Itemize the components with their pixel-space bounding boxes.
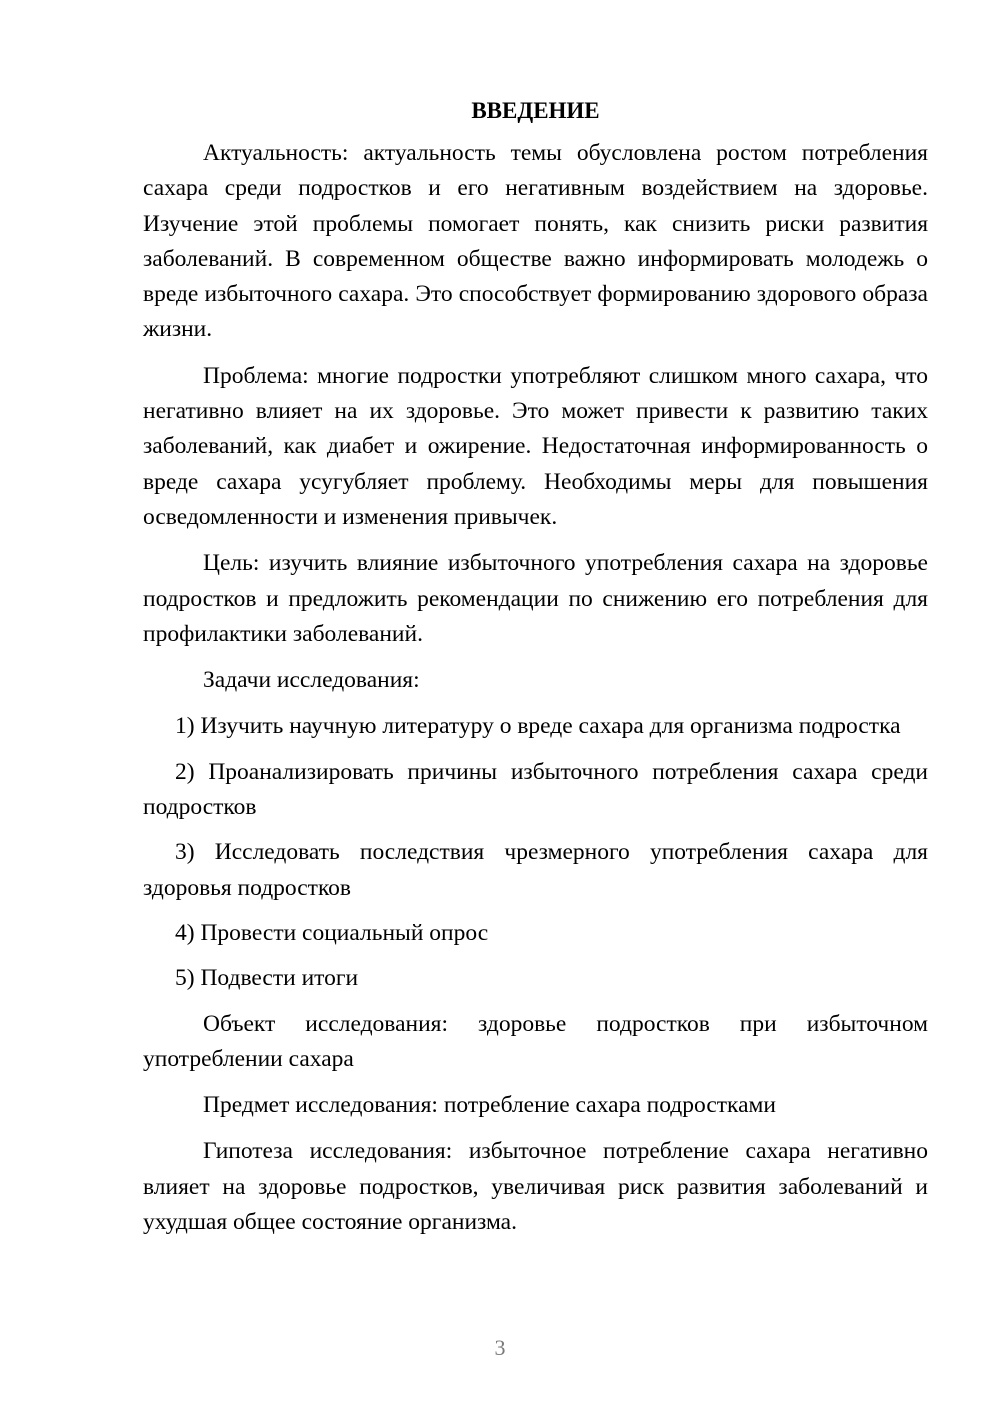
subject-paragraph: Предмет исследования: потребление сахара подростками — [203, 1092, 776, 1119]
goal-paragraph: Цель: изучить влияние избыточного употребления сахара на здоровье подростков и предложить рекомендации по снижению его потребления для профилактики заболеваний. — [143, 550, 928, 647]
hypothesis-paragraph: Гипотеза исследования: избыточное потребление сахара негативно влияет на здоровье подростков, увеличивая риск развития заболеваний и ухудшая общее состояние организма. — [143, 1138, 928, 1236]
task-item-3: 3) Исследовать последствия чрезмерного употребления сахара для здоровья подростков — [143, 839, 928, 901]
task-item-2: 2) Проанализировать причины избыточного потребления сахара среди подростков — [143, 758, 928, 821]
tasks-heading: Задачи исследования: — [203, 667, 420, 694]
problem-paragraph: Проблема: многие подростки употребляют слишком много сахара, что негативно влияет на их здоровье. Это может привести к развитию таких заболеваний, как диабет и ожирение. Недостаточная информированность о вреде сахара усугубляет проблему. Необходимы меры для повышения осведомленности и изменения привычек. — [143, 362, 928, 530]
task-item-1: 1) Изучить научную литературу о вреде сахара для организма подростка — [175, 713, 901, 740]
relevance-paragraph: Актуальность: актуальность темы обусловлена ростом потребления сахара среди подростков и его негативным воздействием на здоровье. Изучение этой проблемы помогает понять, как снизить риски развития заболеваний. В современном обществе важно информировать молодежь о вреде избыточного сахара. Это способствует формированию здорового образа жизни. — [143, 140, 928, 343]
page-title: ВВЕДЕНИЕ — [471, 98, 600, 123]
page-number: 3 — [494, 1335, 506, 1360]
task-item-4: 4) Провести социальный опрос — [175, 919, 489, 946]
object-paragraph: Объект исследования: здоровье подростков при избыточном употреблении сахара — [143, 1010, 928, 1072]
task-item-5: 5) Подвести итоги — [175, 965, 359, 992]
document-page — [143, 92, 928, 1251]
